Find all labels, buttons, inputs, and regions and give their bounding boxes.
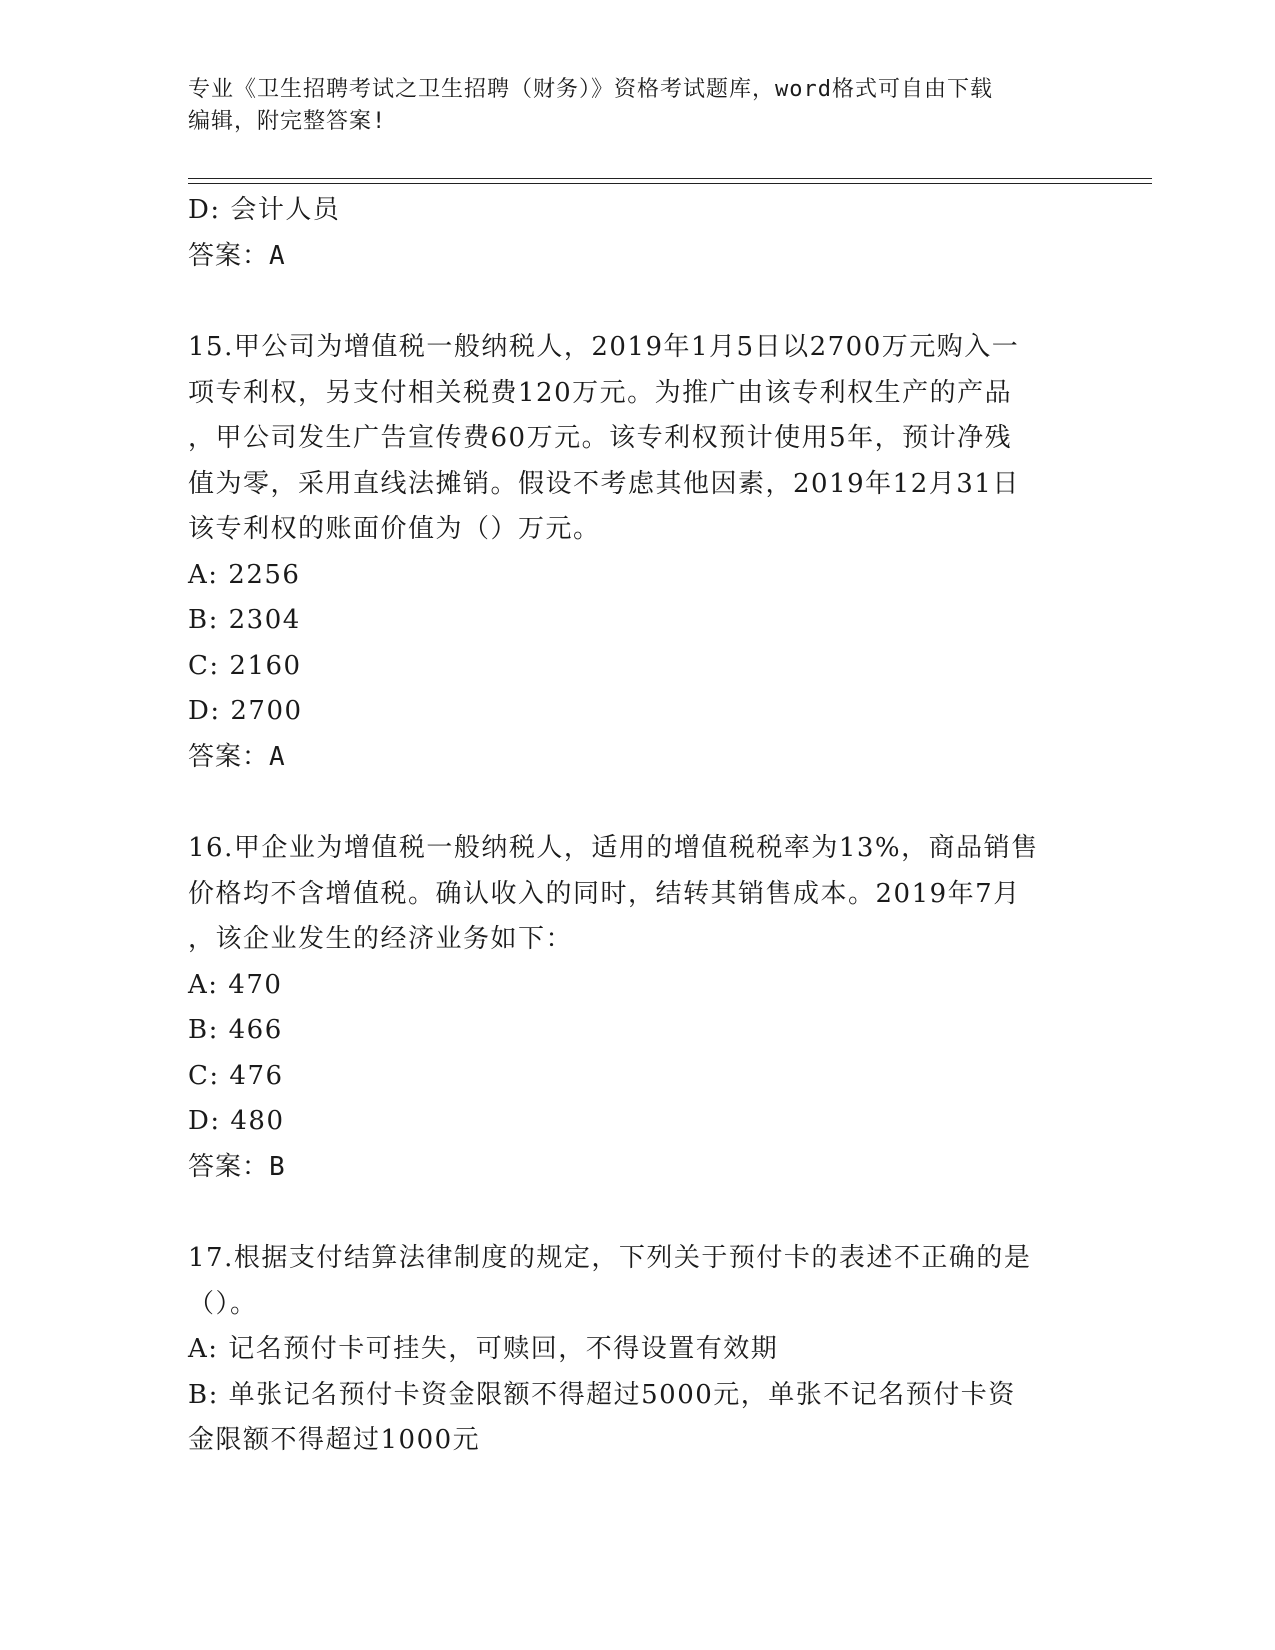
option-b: B: 2304 <box>188 605 301 635</box>
document-body <box>188 188 1088 1464</box>
option-b: B: 单张记名预付卡资金限额不得超过5000元，单张不记名预付卡资 金限额不得超过1000元 <box>188 1379 1016 1455</box>
spacer <box>188 780 1088 826</box>
spacer <box>188 1190 1088 1236</box>
option-a: A: 记名预付卡可挂失，可赎回，不得设置有效期 <box>188 1334 779 1364</box>
question-15 <box>188 325 1088 780</box>
option-a: A: 470 <box>188 969 283 1000</box>
answer-line: 答案：A <box>188 240 286 271</box>
previous-question-tail <box>188 188 1088 279</box>
option-a: A: 2256 <box>188 559 301 590</box>
header-divider-top <box>188 178 1152 179</box>
spacer <box>188 279 1088 325</box>
question-text: 17.根据支付结算法律制度的规定，下列关于预付卡的表述不正确的是 （）。 <box>188 1243 1032 1319</box>
document-header <box>188 74 1088 138</box>
answer-line: 答案：B <box>188 1151 286 1182</box>
option-d: D: 会计人员 <box>188 195 341 225</box>
question-16 <box>188 826 1088 1190</box>
option-c: C: 2160 <box>188 650 302 681</box>
question-text: 15.甲公司为增值税一般纳税人，2019年1月5日以2700万元购入一 项专利权，另支付相关税费120万元。为推广由该专利权生产的产品 ，甲公司发生广告宣传费60万元。该专利权预计使用5年，预计净残 值为零，采用直线法摊销。假设不考虑其他因素，2019年12月31日 该专利权的账面价值为（）万元。 <box>188 332 1020 544</box>
option-d: D: 2700 <box>188 696 303 726</box>
option-c: C: 476 <box>188 1060 284 1091</box>
header-divider-bottom <box>188 183 1152 184</box>
question-17 <box>188 1236 1088 1464</box>
answer-line: 答案：A <box>188 741 286 772</box>
header-line-2: 编辑，附完整答案! <box>188 109 387 134</box>
option-b: B: 466 <box>188 1015 283 1045</box>
question-text: 16.甲企业为增值税一般纳税人，适用的增值税税率为13%，商品销售 价格均不含增值税。确认收入的同时，结转其销售成本。2019年7月 ，该企业发生的经济业务如下： <box>188 833 1039 954</box>
header-line-1: 专业《卫生招聘考试之卫生招聘（财务）》资格考试题库，word格式可自由下载 <box>188 77 993 102</box>
option-d: D: 480 <box>188 1106 285 1136</box>
